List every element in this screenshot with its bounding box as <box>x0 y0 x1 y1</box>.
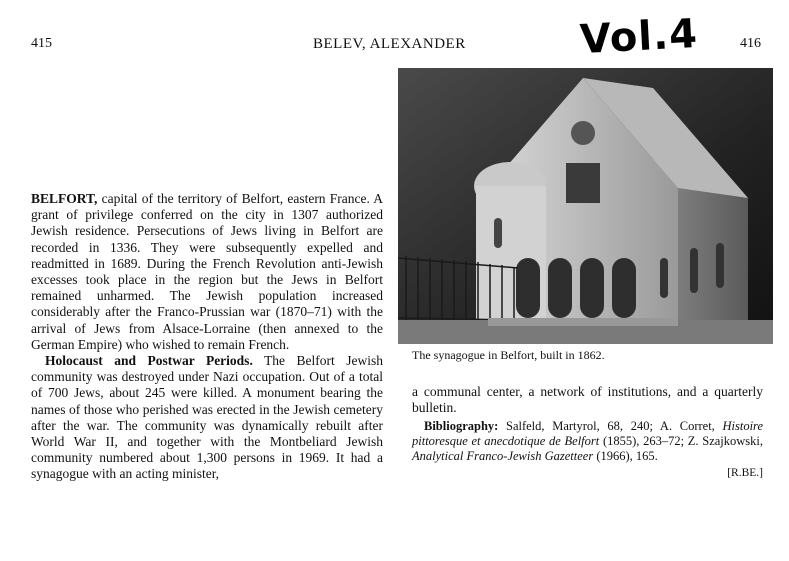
bibliography-title1: Histoire pittoresque et anecdotique de Belfort <box>412 419 763 449</box>
page-number-left: 415 <box>31 36 52 51</box>
article-right-column <box>412 384 763 482</box>
bibliography <box>412 419 763 464</box>
bibliography-part1: Salfeld, Martyrol, 68, 240; A. Corret, <box>498 419 723 434</box>
article-left-column <box>31 191 383 483</box>
section-text: The Belfort Jewish community was destroyed under Nazi occupation. Out of a total of 700 Jews, about 245 were killed. A monument bearing the names of those who perished was erected in the Jewish cemetery after the war. The community was dynamically rebuilt after World War II, and together with the Montbeliard Jewish community numbered about 1,300 persons in 1969. It had a synagogue with an acting minister, <box>31 353 383 482</box>
bibliography-part3: (1966), 165. <box>593 449 658 464</box>
intro-paragraph <box>31 191 383 353</box>
section-heading: Holocaust and Postwar Periods. <box>45 353 253 369</box>
bibliography-title2: Analytical Franco-Jewish Gazetteer <box>412 449 594 464</box>
handwritten-volume-note: Vol.4 <box>578 10 700 64</box>
continuation-paragraph: a communal center, a network of institutions, and a quarterly bulletin. <box>412 384 763 416</box>
bibliography-label: Bibliography: <box>424 419 499 434</box>
bibliography-part2: (1855), 263–72; Z. Szajkowski, <box>599 434 763 449</box>
author-initials: [R.BE.] <box>727 467 763 480</box>
synagogue-photo <box>398 68 773 344</box>
intro-text: capital of the territory of Belfort, eastern France. A grant of privilege conferred on the city in 1307 authorized Jewish residence. Persecutions of Jews living in Belfort are recorded in 1336. They were subsequently expelled and readmitted in 1689. During the French Revolution anti-Jewish excesses took place in the region but the Jews in Belfort remained unharmed. The Jewish population increased considerably after the Franco-Prussian war (1870–71) with the arrival of Jews from Alsace-Lorraine (then annexed to the German Empire) who wished to remain French. <box>31 191 383 352</box>
holocaust-paragraph <box>31 353 383 483</box>
page-number-right: 416 <box>740 36 761 51</box>
running-head: BELEV, ALEXANDER <box>313 36 466 52</box>
photo-caption: The synagogue in Belfort, built in 1862. <box>412 348 605 362</box>
headword: BELFORT, <box>31 191 98 206</box>
